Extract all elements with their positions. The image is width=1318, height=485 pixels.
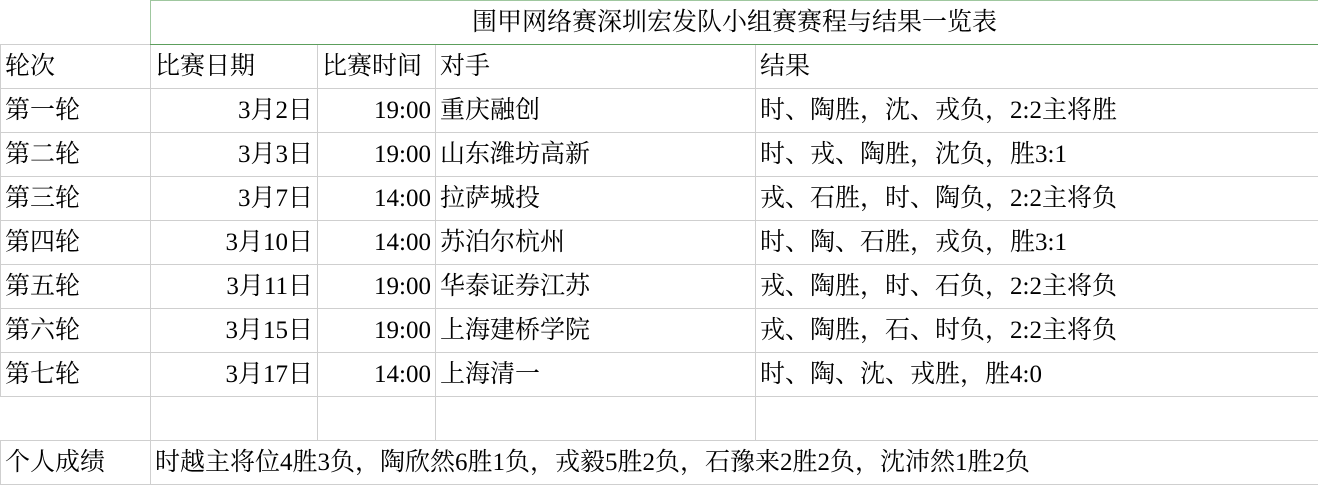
cell-date: 3月2日	[151, 89, 318, 133]
table-row	[1, 177, 1318, 221]
table-row	[1, 353, 1318, 397]
cell-date: 3月7日	[151, 177, 318, 221]
cell-result: 时、陶胜，沈、戎负，2:2主将胜	[756, 89, 1318, 133]
cell-time: 19:00	[318, 309, 436, 353]
cell-round: 第六轮	[1, 309, 151, 353]
cell-opponent: 山东潍坊高新	[436, 133, 756, 177]
table-row	[1, 133, 1318, 177]
title-row-spacer	[1, 1, 151, 45]
cell-opponent: 苏泊尔杭州	[436, 221, 756, 265]
table-row	[1, 309, 1318, 353]
column-header-result: 结果	[756, 45, 1318, 89]
cell-date: 3月10日	[151, 221, 318, 265]
cell-time: 14:00	[318, 177, 436, 221]
cell-time: 14:00	[318, 221, 436, 265]
cell-round: 第四轮	[1, 221, 151, 265]
cell-opponent: 拉萨城投	[436, 177, 756, 221]
cell-opponent: 华泰证券江苏	[436, 265, 756, 309]
spacer-row	[1, 397, 1318, 441]
cell-round: 第一轮	[1, 89, 151, 133]
cell-date: 3月17日	[151, 353, 318, 397]
table-row	[1, 89, 1318, 133]
column-header-round: 轮次	[1, 45, 151, 89]
spacer-cell	[151, 397, 318, 441]
column-header-opponent: 对手	[436, 45, 756, 89]
header-row	[1, 45, 1318, 89]
cell-time: 19:00	[318, 133, 436, 177]
cell-opponent: 上海清一	[436, 353, 756, 397]
cell-result: 戎、陶胜，时、石负，2:2主将负	[756, 265, 1318, 309]
cell-round: 第七轮	[1, 353, 151, 397]
summary-text: 时越主将位4胜3负，陶欣然6胜1负，戎毅5胜2负，石豫来2胜2负，沈沛然1胜2负	[151, 441, 1318, 485]
title-row	[1, 1, 1318, 45]
spacer-cell	[1, 397, 151, 441]
cell-time: 14:00	[318, 353, 436, 397]
spacer-cell	[318, 397, 436, 441]
cell-result: 戎、陶胜，石、时负，2:2主将负	[756, 309, 1318, 353]
spacer-cell	[436, 397, 756, 441]
cell-date: 3月11日	[151, 265, 318, 309]
cell-time: 19:00	[318, 265, 436, 309]
summary-row	[1, 441, 1318, 485]
table-row	[1, 265, 1318, 309]
cell-time: 19:00	[318, 89, 436, 133]
spacer-cell	[756, 397, 1318, 441]
column-header-time: 比赛时间	[318, 45, 436, 89]
cell-date: 3月15日	[151, 309, 318, 353]
cell-date: 3月3日	[151, 133, 318, 177]
cell-result: 戎、石胜，时、陶负，2:2主将负	[756, 177, 1318, 221]
page-title: 围甲网络赛深圳宏发队小组赛赛程与结果一览表	[151, 1, 1318, 45]
cell-result: 时、陶、石胜，戎负，胜3:1	[756, 221, 1318, 265]
table-row	[1, 221, 1318, 265]
cell-opponent: 重庆融创	[436, 89, 756, 133]
column-header-date: 比赛日期	[151, 45, 318, 89]
cell-result: 时、戎、陶胜，沈负，胜3:1	[756, 133, 1318, 177]
cell-round: 第三轮	[1, 177, 151, 221]
summary-label: 个人成绩	[1, 441, 151, 485]
cell-result: 时、陶、沈、戎胜，胜4:0	[756, 353, 1318, 397]
cell-round: 第五轮	[1, 265, 151, 309]
cell-opponent: 上海建桥学院	[436, 309, 756, 353]
cell-round: 第二轮	[1, 133, 151, 177]
